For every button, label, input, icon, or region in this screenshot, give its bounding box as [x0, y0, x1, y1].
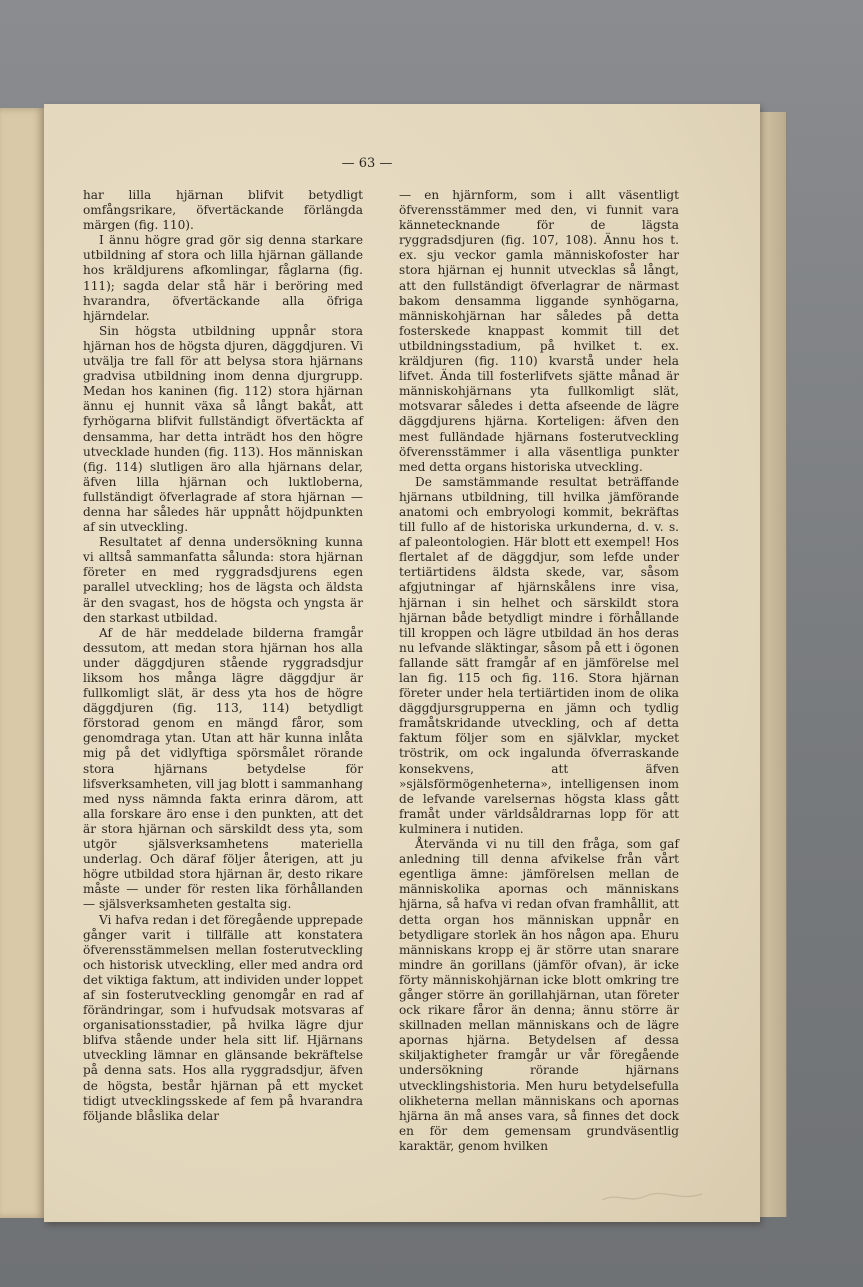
paragraph: Sin högsta utbildning uppnår stora hjärnan hos de högsta djuren, däggdjuren. Vi utvälja tre fall för att belysa stora hjärnans gradvisa utbildning inom denna djurgrupp. Medan hos kaninen (fig. 112) stora hjärnan ännu ej hunnit växa så långt bakåt, att fyrhögarna blifvit fullständigt öfvertäckta af densamma, har detta inträdt hos den högre utvecklade hunden (fig. 113). Hos människan (fig. 114) slutligen äro alla hjärnans delar, äfven lilla hjärnan och luktloberna, fullständigt öfverlagrade af stora hjärnan — denna har således här uppnått höjdpunkten af sin utveckling. [83, 323, 363, 535]
paragraph: — en hjärnform, som i allt väsentligt öfverensstämmer med den, vi funnit vara kännetecknande för de lägsta ryggradsdjuren (fig. 107, 108). Ännu hos t. ex. sju veckor gamla människofoster har stora hjärnan ej hunnit utvecklas så långt, att den fullständigt öfverlagrar de närmast bakom densamma liggande synhögarna, människohjärnan har således på detta fosterskede knappast kommit till det utbildningsstadium, på hvilket t. ex. kräldjuren (fig. 110) kvarstå under hela lifvet. Ända till fosterlifvets sjätte månad är människohjärnans yta fullkomligt slät, motsvarar således i detta afseende de lägre däggdjurens hjärna. Korteligen: äfven den mest fulländade hjärnans fosterutveckling öfverensstämmer i alla väsentliga punkter med detta organs historiska utveckling. [399, 188, 679, 474]
paragraph: Resultatet af denna undersökning kunna vi alltså sammanfatta sålunda: stora hjärnan företer en med ryggradsdjurens egen parallel utveckling; hos de lägsta och äldsta är den svagast, hos de högsta och yngsta är den starkast utbildad. [83, 535, 363, 625]
paragraph: Vi hafva redan i det föregående upprepade gånger varit i tillfälle att konstatera öfverensstämmelsen mellan fosterutveckling och historisk utveckling, eller med andra ord det viktiga faktum, att individen under loppet af sin fosterutveckling genomgår en rad af förändringar, som i hufvudsak motsvaras af organisationsstadier, på hvilka lägre djur blifva stående under hela sitt lif. Hjärnans utveckling lämnar en glänsande bekräftelse på denna sats. Hos alla ryggradsdjur, äfven de högsta, består hjärnan på ett mycket tidigt utvecklingsskede af fem på hvarandra följande blåslika delar [83, 912, 363, 1123]
paragraph: Återvända vi nu till den fråga, som gaf anledning till denna afvikelse från vårt egentliga ämne: jämförelsen mellan de människolika apornas och människans hjärna, så hafva vi redan ofvan framhållit, att detta organ hos människan uppnår en betydligare storlek än hos någon apa. Ehuru människans kropp ej är större utan snarare mindre än gorillans (jämför ofvan), är icke förty människohjärnan icke blott omkring tre gånger större än gorillahjärnan, utan företer ock rikare fåror än denna; ännu större är skillnaden mellan människans och de lägre apornas hjärna. Betydelsen af dessa skiljaktigheter framgår ur vår föregående undersökning rörande hjärnans utvecklingshistoria. Men huru betydelsefulla olikheterna mellan människans och apornas hjärna än må anses vara, så finnes det dock en för dem gemensam grundväsentlig karaktär, genom hvilken [399, 837, 679, 1153]
page-number: — 63 — [341, 156, 393, 171]
previous-page-edge [0, 108, 45, 1218]
paragraph: I ännu högre grad gör sig denna starkare utbildning af stora och lilla hjärnan gällande hos kräldjurens afkomlingar, fåglarna (fig. 111); sagda delar stå här i beröring med hvarandra, öfvertäckande alla öfriga hjärndelar. [83, 233, 363, 323]
faint-handwriting-mark [598, 1188, 708, 1206]
left-text-column [83, 188, 363, 1124]
paragraph: har lilla hjärnan blifvit betydligt omfångsrikare, öfvertäckande förlängda märgen (fig. 110). [83, 188, 363, 233]
right-text-column [399, 188, 679, 1154]
paragraph: Af de här meddelade bilderna framgår dessutom, att medan stora hjärnan hos alla under däggdjuren stående ryggradsdjur liksom hos många lägre däggdjur är fullkomligt slät, är dess yta hos de högre däggdjuren (fig. 113, 114) betydligt förstorad genom en mängd fåror, som genomdraga ytan. Utan att här kunna inlåta mig på det vidlyftiga spörsmålet rörande stora hjärnans betydelse för lifsverksamheten, vill jag blott i sammanhang med nyss nämnda fakta erinra därom, att alla forskare äro ense i den punkten, att det är stora hjärnan och särskildt dess yta, som utgör själsverksamhetens materiella underlag. Och däraf följer återigen, att ju högre utbildad stora hjärnan är, desto rikare måste — under för resten lika förhållanden — själsverksamheten gestalta sig. [83, 625, 363, 912]
paragraph: De samstämmande resultat beträffande hjärnans utbildning, till hvilka jämförande anatomi och embryologi kommit, bekräftas till fullo af de historiska urkunderna, d. v. s. af paleontologien. Här blott ett exempel! Hos flertalet af de däggdjur, som lefde under tertiärtidens äldsta skede, var, såsom afgjutningar af hjärnskålens inre visa, hjärnan i sin helhet och särskildt stora hjärnan både betydligt mindre i förhållande till kroppen och lägre utbildad än hos deras nu lefvande släktingar, såsom på ett i ögonen fallande sätt framgår af en jämförelse mel lan fig. 115 och fig. 116. Stora hjärnan företer under hela tertiärtiden inom de olika däggdjursgrupperna en jämn och tydlig framåtskridande utveckling, och af detta faktum följer som en självklar, mycket tröstrik, om ock ingalunda öfverraskande konsekvens, att äfven »själsförmögenheterna», intelligensen inom de lefvande varelsernas högsta klass gått framåt under världsåldrarnas lopp för att kulminera i nutiden. [399, 474, 679, 836]
